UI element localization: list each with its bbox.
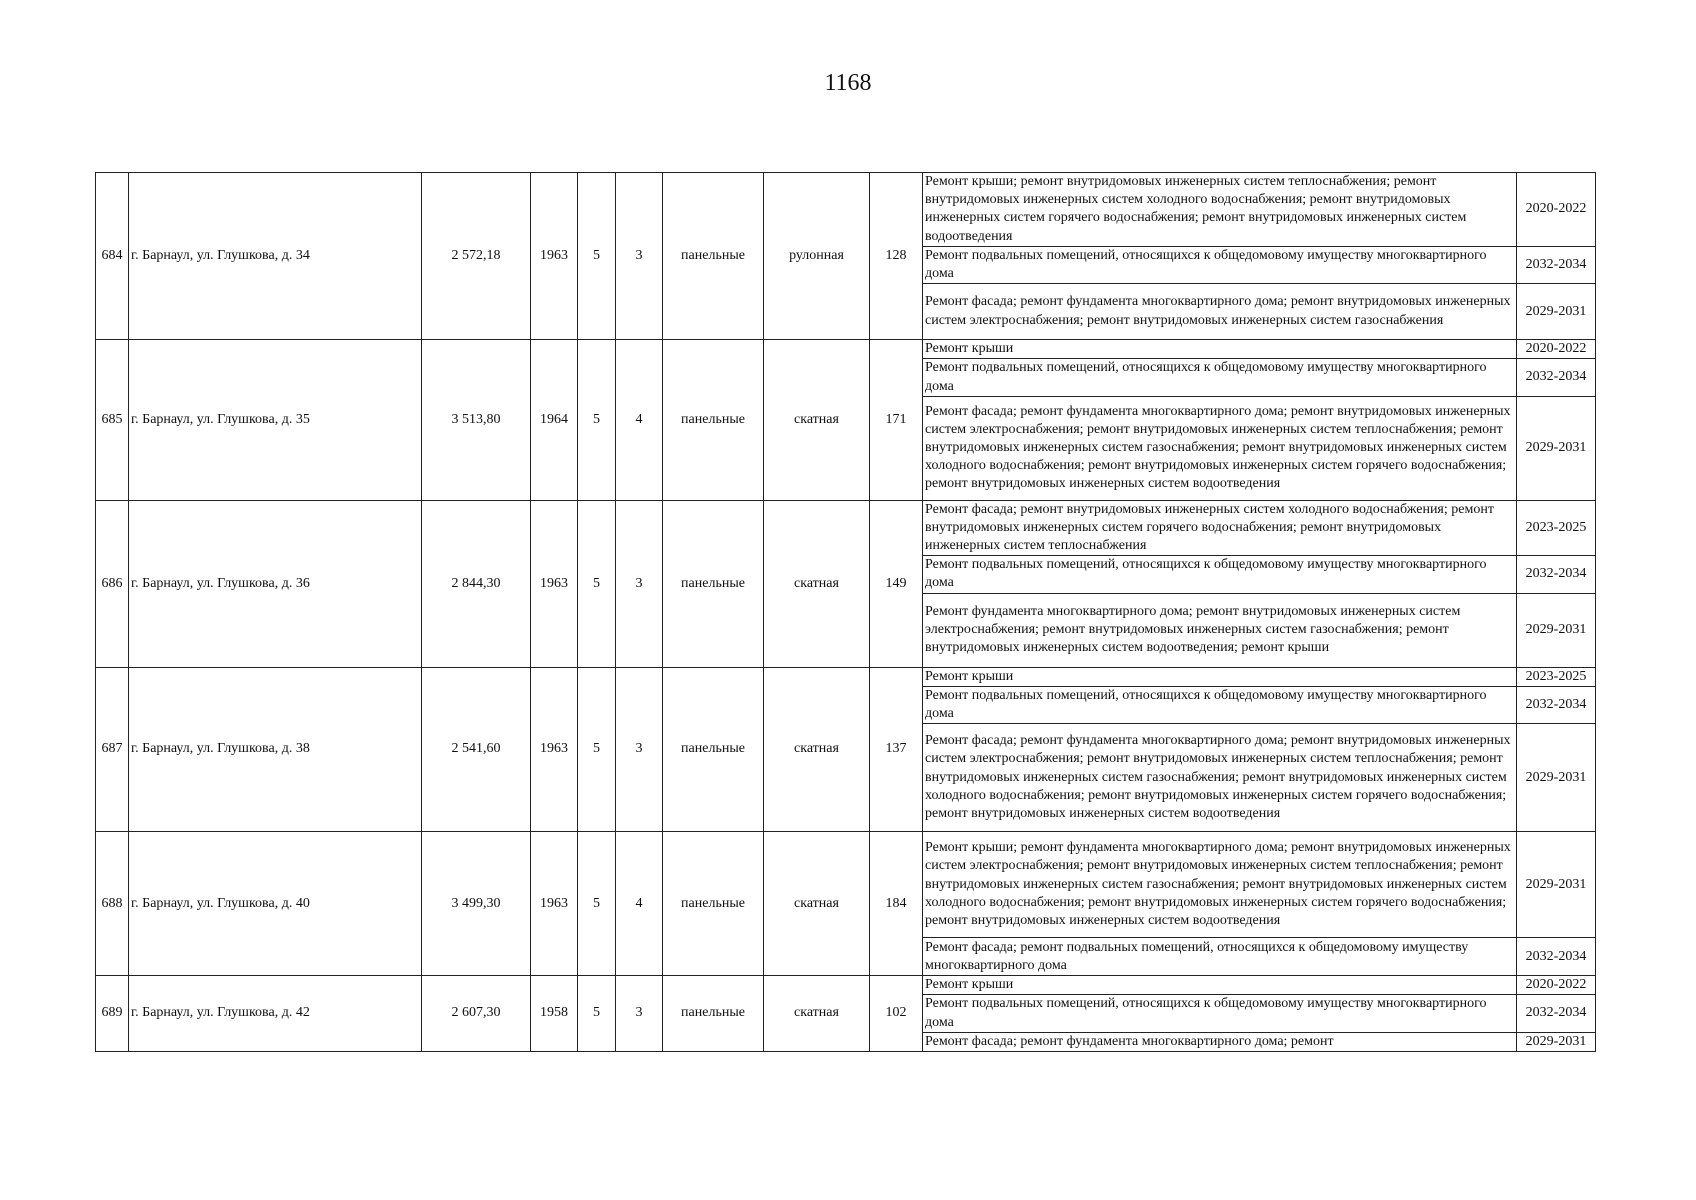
registry-table (95, 172, 1596, 1052)
table-row (96, 832, 1596, 938)
work-description-cell: Ремонт фасада; ремонт фундамента многоквартирного дома; ремонт внутридомовых инженерных систем электроснабжения; ремонт внутридомовых инженерных систем газоснабжения (923, 284, 1517, 340)
work-period-cell: 2032-2034 (1517, 246, 1596, 283)
table-row (96, 340, 1596, 359)
row-number: 686 (96, 500, 129, 667)
work-period-cell: 2029-2031 (1517, 1032, 1596, 1051)
work-period-cell: 2029-2031 (1517, 593, 1596, 667)
address-cell: г. Барнаул, ул. Глушкова, д. 38 (129, 667, 422, 832)
work-description-cell: Ремонт фасада; ремонт подвальных помещений, относящихся к общедомовому имуществу многоквартирного дома (923, 938, 1517, 976)
year-cell: 1963 (531, 832, 578, 976)
year-cell: 1963 (531, 173, 578, 340)
registry-body (96, 173, 1596, 1052)
area-cell: 2 572,18 (422, 173, 531, 340)
entrances-cell: 4 (616, 340, 663, 501)
work-description-cell: Ремонт подвальных помещений, относящихся к общедомовому имуществу многоквартирного дома (923, 359, 1517, 396)
work-description-cell: Ремонт крыши (923, 667, 1517, 686)
floors-cell: 5 (578, 832, 616, 976)
floors-cell: 5 (578, 667, 616, 832)
year-cell: 1958 (531, 976, 578, 1052)
residents-cell: 184 (870, 832, 923, 976)
address-cell: г. Барнаул, ул. Глушкова, д. 34 (129, 173, 422, 340)
row-number: 688 (96, 832, 129, 976)
residents-cell: 102 (870, 976, 923, 1052)
area-cell: 3 499,30 (422, 832, 531, 976)
entrances-cell: 3 (616, 667, 663, 832)
year-cell: 1963 (531, 500, 578, 667)
entrances-cell: 4 (616, 832, 663, 976)
year-cell: 1963 (531, 667, 578, 832)
work-period-cell: 2029-2031 (1517, 724, 1596, 832)
work-description-cell: Ремонт фасада; ремонт внутридомовых инженерных систем холодного водоснабжения; ремонт внутридомовых инженерных систем горячего водоснабжения; ремонт внутридомовых инженерных систем теплоснабжения (923, 500, 1517, 556)
floors-cell: 5 (578, 340, 616, 501)
work-period-cell: 2032-2034 (1517, 556, 1596, 593)
walls-cell: панельные (663, 832, 764, 976)
year-cell: 1964 (531, 340, 578, 501)
address-cell: г. Барнаул, ул. Глушкова, д. 36 (129, 500, 422, 667)
roof-cell: скатная (764, 976, 870, 1052)
walls-cell: панельные (663, 500, 764, 667)
work-description-cell: Ремонт подвальных помещений, относящихся к общедомовому имуществу многоквартирного дома (923, 995, 1517, 1032)
work-description-cell: Ремонт фундамента многоквартирного дома; ремонт внутридомовых инженерных систем электроснабжения; ремонт внутридомовых инженерных систем газоснабжения; ремонт внутридомовых инженерных систем водоотведения; ремонт крыши (923, 593, 1517, 667)
roof-cell: рулонная (764, 173, 870, 340)
work-period-cell: 2029-2031 (1517, 396, 1596, 500)
work-description-cell: Ремонт подвальных помещений, относящихся к общедомовому имуществу многоквартирного дома (923, 556, 1517, 593)
work-period-cell: 2020-2022 (1517, 340, 1596, 359)
row-number: 685 (96, 340, 129, 501)
work-period-cell: 2032-2034 (1517, 686, 1596, 723)
work-description-cell: Ремонт фасада; ремонт фундамента многоквартирного дома; ремонт (923, 1032, 1517, 1051)
work-description-cell: Ремонт фасада; ремонт фундамента многоквартирного дома; ремонт внутридомовых инженерных систем электроснабжения; ремонт внутридомовых инженерных систем теплоснабжения; ремонт внутридомовых инженерных систем газоснабжения; ремонт внутридомовых инженерных систем холодного водоснабжения; ремонт внутридомовых инженерных систем горячего водоснабжения; ремонт внутридомовых инженерных систем водоотведения (923, 396, 1517, 500)
area-cell: 2 607,30 (422, 976, 531, 1052)
work-description-cell: Ремонт крыши (923, 976, 1517, 995)
work-period-cell: 2029-2031 (1517, 284, 1596, 340)
walls-cell: панельные (663, 340, 764, 501)
row-number: 687 (96, 667, 129, 832)
residents-cell: 171 (870, 340, 923, 501)
address-cell: г. Барнаул, ул. Глушкова, д. 35 (129, 340, 422, 501)
walls-cell: панельные (663, 667, 764, 832)
work-period-cell: 2020-2022 (1517, 976, 1596, 995)
roof-cell: скатная (764, 340, 870, 501)
roof-cell: скатная (764, 832, 870, 976)
page-number: 1168 (824, 70, 872, 96)
area-cell: 3 513,80 (422, 340, 531, 501)
roof-cell: скатная (764, 500, 870, 667)
floors-cell: 5 (578, 500, 616, 667)
work-period-cell: 2032-2034 (1517, 359, 1596, 396)
residents-cell: 128 (870, 173, 923, 340)
walls-cell: панельные (663, 976, 764, 1052)
work-period-cell: 2032-2034 (1517, 995, 1596, 1032)
work-description-cell: Ремонт крыши; ремонт внутридомовых инженерных систем теплоснабжения; ремонт внутридомовых инженерных систем холодного водоснабжения; ремонт внутридомовых инженерных систем горячего водоснабжения; ремонт внутридомовых инженерных систем водоотведения (923, 173, 1517, 247)
work-period-cell: 2023-2025 (1517, 667, 1596, 686)
address-cell: г. Барнаул, ул. Глушкова, д. 40 (129, 832, 422, 976)
work-description-cell: Ремонт фасада; ремонт фундамента многоквартирного дома; ремонт внутридомовых инженерных систем электроснабжения; ремонт внутридомовых инженерных систем теплоснабжения; ремонт внутридомовых инженерных систем газоснабжения; ремонт внутридомовых инженерных систем холодного водоснабжения; ремонт внутридомовых инженерных систем горячего водоснабжения; ремонт внутридомовых инженерных систем водоотведения (923, 724, 1517, 832)
area-cell: 2 541,60 (422, 667, 531, 832)
table-row (96, 173, 1596, 247)
floors-cell: 5 (578, 976, 616, 1052)
entrances-cell: 3 (616, 976, 663, 1052)
work-period-cell: 2023-2025 (1517, 500, 1596, 556)
address-cell: г. Барнаул, ул. Глушкова, д. 42 (129, 976, 422, 1052)
row-number: 684 (96, 173, 129, 340)
roof-cell: скатная (764, 667, 870, 832)
work-description-cell: Ремонт крыши; ремонт фундамента многоквартирного дома; ремонт внутридомовых инженерных систем электроснабжения; ремонт внутридомовых инженерных систем теплоснабжения; ремонт внутридомовых инженерных систем газоснабжения; ремонт внутридомовых инженерных систем холодного водоснабжения; ремонт внутридомовых инженерных систем горячего водоснабжения; ремонт внутридомовых инженерных систем водоотведения (923, 832, 1517, 938)
table-row (96, 976, 1596, 995)
work-description-cell: Ремонт подвальных помещений, относящихся к общедомовому имуществу многоквартирного дома (923, 686, 1517, 723)
entrances-cell: 3 (616, 500, 663, 667)
walls-cell: панельные (663, 173, 764, 340)
residents-cell: 137 (870, 667, 923, 832)
residents-cell: 149 (870, 500, 923, 667)
area-cell: 2 844,30 (422, 500, 531, 667)
work-period-cell: 2032-2034 (1517, 938, 1596, 976)
entrances-cell: 3 (616, 173, 663, 340)
table-row (96, 500, 1596, 556)
work-period-cell: 2029-2031 (1517, 832, 1596, 938)
table-row (96, 667, 1596, 686)
work-description-cell: Ремонт крыши (923, 340, 1517, 359)
work-period-cell: 2020-2022 (1517, 173, 1596, 247)
floors-cell: 5 (578, 173, 616, 340)
work-description-cell: Ремонт подвальных помещений, относящихся к общедомовому имуществу многоквартирного дома (923, 246, 1517, 283)
row-number: 689 (96, 976, 129, 1052)
